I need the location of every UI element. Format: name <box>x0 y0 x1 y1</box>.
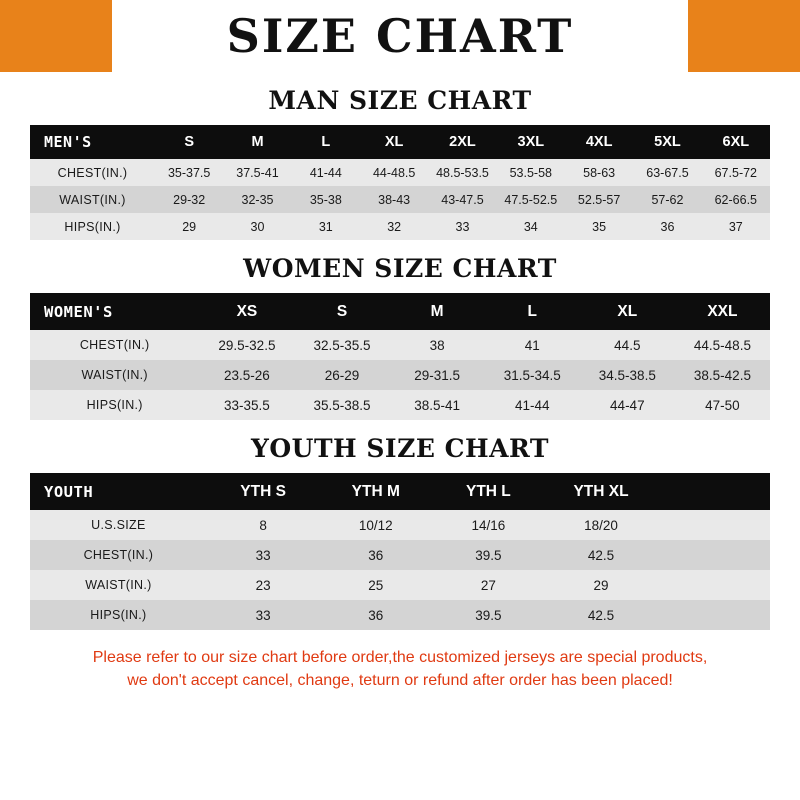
header-cell-yth-l: YTH L <box>432 473 545 510</box>
header-cell-empty <box>657 473 770 510</box>
header-cell-yth-s: YTH S <box>207 473 320 510</box>
page-title: SIZE CHART <box>226 9 574 63</box>
cell: 18/20 <box>545 510 658 540</box>
cell: 35 <box>565 213 633 240</box>
row-label-waist: WAIST(IN.) <box>30 360 199 390</box>
footer-note <box>0 646 800 692</box>
header-cell-s: S <box>294 293 389 330</box>
table-row <box>30 360 770 390</box>
cell: 14/16 <box>432 510 545 540</box>
table-row <box>30 510 770 540</box>
cell <box>657 510 770 540</box>
header-banner <box>0 0 800 72</box>
cell: 42.5 <box>545 600 658 630</box>
cell: 43-47.5 <box>428 186 496 213</box>
cell: 44.5 <box>580 330 675 360</box>
cell: 38.5-42.5 <box>675 360 770 390</box>
header-cell-4xl: 4XL <box>565 125 633 159</box>
cell: 41-44 <box>292 159 360 186</box>
cell: 58-63 <box>565 159 633 186</box>
cell: 35-37.5 <box>155 159 223 186</box>
cell: 47.5-52.5 <box>497 186 565 213</box>
header-cell-rowlabel: YOUTH <box>30 473 207 510</box>
cell: 57-62 <box>633 186 701 213</box>
footer-note-line-2: we don't accept cancel, change, teturn or refund after order has been placed! <box>127 672 673 690</box>
table-row <box>30 390 770 420</box>
cell: 32 <box>360 213 428 240</box>
cell: 32-35 <box>223 186 291 213</box>
table-row <box>30 330 770 360</box>
table-row <box>30 540 770 570</box>
cell: 34 <box>497 213 565 240</box>
cell: 23.5-26 <box>199 360 294 390</box>
cell: 32.5-35.5 <box>294 330 389 360</box>
cell: 44-47 <box>580 390 675 420</box>
cell: 31.5-34.5 <box>485 360 580 390</box>
cell: 29 <box>545 570 658 600</box>
row-label-us-size: U.S.SIZE <box>30 510 207 540</box>
cell: 10/12 <box>319 510 432 540</box>
table-row <box>30 186 770 213</box>
cell <box>657 570 770 600</box>
cell: 30 <box>223 213 291 240</box>
cell: 29.5-32.5 <box>199 330 294 360</box>
cell: 41 <box>485 330 580 360</box>
section-youth <box>0 434 800 630</box>
section-women <box>0 254 800 420</box>
row-label-chest: CHEST(IN.) <box>30 159 155 186</box>
cell: 29 <box>155 213 223 240</box>
cell: 33 <box>428 213 496 240</box>
cell: 31 <box>292 213 360 240</box>
cell <box>657 600 770 630</box>
header-cell-m: M <box>223 125 291 159</box>
cell: 38 <box>390 330 485 360</box>
cell: 36 <box>319 600 432 630</box>
header-cell-3xl: 3XL <box>497 125 565 159</box>
cell: 39.5 <box>432 600 545 630</box>
table-man <box>30 125 770 240</box>
table-row <box>30 600 770 630</box>
table-header-row <box>30 473 770 510</box>
table-row <box>30 570 770 600</box>
section-title-youth: YOUTH SIZE CHART <box>251 434 549 463</box>
header-cell-s: S <box>155 125 223 159</box>
cell: 35-38 <box>292 186 360 213</box>
cell: 67.5-72 <box>702 159 770 186</box>
cell: 26-29 <box>294 360 389 390</box>
table-row <box>30 159 770 186</box>
cell: 36 <box>633 213 701 240</box>
header-cell-6xl: 6XL <box>702 125 770 159</box>
cell: 44.5-48.5 <box>675 330 770 360</box>
header-cell-yth-m: YTH M <box>319 473 432 510</box>
header-cell-m: M <box>390 293 485 330</box>
table-women <box>30 293 770 420</box>
header-cell-l: L <box>292 125 360 159</box>
section-title-man: MAN SIZE CHART <box>268 86 532 115</box>
header-cell-l: L <box>485 293 580 330</box>
header-cell-2xl: 2XL <box>428 125 496 159</box>
cell: 25 <box>319 570 432 600</box>
row-label-hips: HIPS(IN.) <box>30 390 199 420</box>
header-cell-xl: XL <box>360 125 428 159</box>
cell: 37.5-41 <box>223 159 291 186</box>
section-man <box>0 86 800 240</box>
row-label-waist: WAIST(IN.) <box>30 186 155 213</box>
cell: 29-31.5 <box>390 360 485 390</box>
row-label-hips: HIPS(IN.) <box>30 213 155 240</box>
cell: 47-50 <box>675 390 770 420</box>
cell: 33 <box>207 600 320 630</box>
cell: 53.5-58 <box>497 159 565 186</box>
cell: 39.5 <box>432 540 545 570</box>
cell: 52.5-57 <box>565 186 633 213</box>
cell: 35.5-38.5 <box>294 390 389 420</box>
cell: 38-43 <box>360 186 428 213</box>
row-label-chest: CHEST(IN.) <box>30 540 207 570</box>
header-cell-5xl: 5XL <box>633 125 701 159</box>
cell: 23 <box>207 570 320 600</box>
header-cell-rowlabel: WOMEN'S <box>30 293 199 330</box>
header-cell-xl: XL <box>580 293 675 330</box>
cell: 42.5 <box>545 540 658 570</box>
cell <box>657 540 770 570</box>
footer-note-line-1: Please refer to our size chart before order,the customized jerseys are special products, <box>92 649 708 666</box>
header-cell-xxl: XXL <box>675 293 770 330</box>
cell: 33 <box>207 540 320 570</box>
cell: 34.5-38.5 <box>580 360 675 390</box>
cell: 37 <box>702 213 770 240</box>
row-label-chest: CHEST(IN.) <box>30 330 199 360</box>
table-youth <box>30 473 770 630</box>
cell: 63-67.5 <box>633 159 701 186</box>
cell: 41-44 <box>485 390 580 420</box>
table-row <box>30 213 770 240</box>
table-header-row <box>30 125 770 159</box>
header-cell-yth-xl: YTH XL <box>545 473 658 510</box>
cell: 36 <box>319 540 432 570</box>
cell: 33-35.5 <box>199 390 294 420</box>
header-cell-rowlabel: MEN'S <box>30 125 155 159</box>
cell: 44-48.5 <box>360 159 428 186</box>
cell: 29-32 <box>155 186 223 213</box>
table-header-row <box>30 293 770 330</box>
cell: 8 <box>207 510 320 540</box>
row-label-waist: WAIST(IN.) <box>30 570 207 600</box>
cell: 38.5-41 <box>390 390 485 420</box>
row-label-hips: HIPS(IN.) <box>30 600 207 630</box>
header-cell-xs: XS <box>199 293 294 330</box>
cell: 62-66.5 <box>702 186 770 213</box>
cell: 48.5-53.5 <box>428 159 496 186</box>
cell: 27 <box>432 570 545 600</box>
section-title-women: WOMEN SIZE CHART <box>243 254 557 283</box>
